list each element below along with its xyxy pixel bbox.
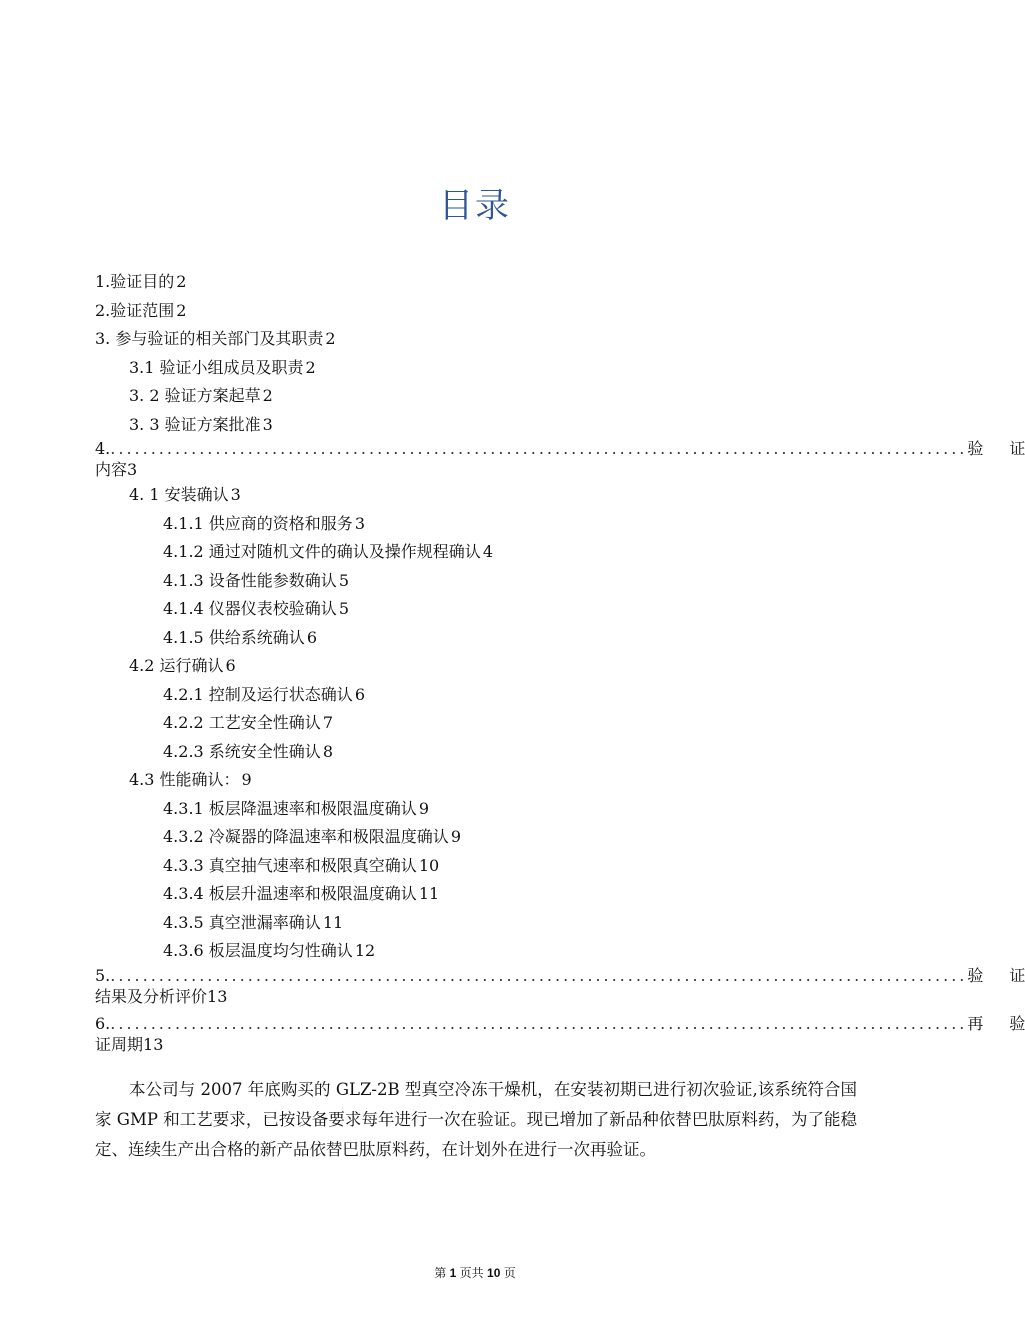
dot-leader: .......................................................................................................... (110, 1013, 968, 1033)
toc-entry-label-part: 证周期 (95, 1034, 144, 1054)
toc-entry-label: 1.验证目的 (95, 272, 175, 291)
toc-page-number: 3 (262, 414, 273, 434)
toc-page-number: 13 (207, 986, 228, 1006)
total-page-number: 10 (487, 1266, 501, 1280)
toc-page-number: 11 (418, 884, 440, 903)
toc-entry-label: 4.2.1 控制及运行状态确认 (163, 684, 353, 704)
toc-page-number: 5 (338, 599, 349, 618)
toc-entry-label: 4. 1 安装确认 (129, 485, 229, 504)
toc-entry[interactable] (95, 766, 857, 795)
toc-entry-dotted[interactable] (95, 1013, 1025, 1056)
toc-entry-label: 4.2.2 工艺安全性确认 (163, 713, 321, 732)
toc-entry-label: 4.1.3 设备性能参数确认 (163, 570, 337, 590)
toc-entry[interactable] (95, 411, 857, 440)
toc-entry[interactable] (95, 354, 857, 383)
toc-entry-label: 4.3.4 板层升温速率和极限温度确认 (163, 884, 417, 903)
toc-entry-label: 4.1.2 通过对随机文件的确认及操作规程确认 (163, 542, 481, 561)
toc-entry[interactable] (95, 481, 857, 510)
footer-text: 页 (503, 1266, 516, 1280)
toc-entry[interactable] (95, 823, 857, 852)
toc-page-number: 12 (354, 941, 376, 960)
current-page-number: 1 (449, 1266, 457, 1280)
toc-entry-label: 3. 参与验证的相关部门及其职责 (95, 329, 324, 348)
toc-entry-label-part: 证 (1009, 439, 1025, 458)
toc-entry[interactable] (95, 681, 857, 710)
toc-entry[interactable] (95, 538, 857, 567)
toc-entry[interactable] (95, 652, 857, 681)
page-title: 目录 (439, 186, 511, 226)
toc-entry-label: 3.1 验证小组成员及职责 (129, 357, 304, 377)
toc-entry[interactable] (95, 325, 857, 354)
toc-page-number: 4 (482, 542, 493, 561)
toc-entry[interactable] (95, 624, 857, 653)
toc-entry-number: 4. (95, 439, 111, 458)
toc-page-number: 6 (306, 627, 317, 647)
toc-entry[interactable] (95, 382, 857, 411)
dot-leader: .......................................................................................................... (110, 965, 968, 985)
toc-page-number: 9 (241, 770, 252, 789)
toc-entry[interactable] (95, 880, 857, 909)
toc-entry-label: 4.1.1 供应商的资格和服务 (163, 513, 353, 533)
toc-entry[interactable] (95, 595, 857, 624)
toc-entry-number: 5. (95, 965, 111, 985)
toc-entry-label: 4.3.5 真空泄漏率确认 (163, 912, 321, 932)
toc-page-number: 6 (225, 656, 236, 675)
toc-entry[interactable] (95, 268, 857, 297)
toc-entry-dotted[interactable] (95, 965, 1025, 1008)
toc-page-number: 5 (338, 570, 349, 590)
toc-page-number: 2 (325, 329, 336, 348)
toc-page-number: 7 (322, 713, 333, 732)
toc-entry-label-part: 证 (1009, 965, 1025, 985)
toc-entry-label-part: 结果及分析评价 (95, 986, 208, 1006)
toc-page-number: 2 (176, 300, 187, 320)
toc-page-number: 3 (354, 513, 365, 533)
toc-entry[interactable] (95, 909, 857, 938)
toc-entry-label-part: 验 (967, 965, 984, 985)
toc-page-number: 2 (176, 272, 187, 291)
toc-entry-label: 4.2 运行确认 (129, 656, 224, 675)
toc-entry-label: 4.3.2 冷凝器的降温速率和极限温度确认 (163, 827, 449, 846)
toc-page-number: 6 (354, 684, 365, 704)
toc-page-number: 8 (322, 741, 333, 761)
toc-page-number: 9 (418, 798, 429, 818)
toc-entry-number: 6. (95, 1013, 111, 1033)
toc-entry-label: 4.1.4 仪器仪表校验确认 (163, 599, 337, 618)
toc-entry[interactable] (95, 510, 857, 539)
toc-entry-label: 4.3.3 真空抽气速率和极限真空确认 (163, 855, 417, 875)
toc-entry-label: 2.验证范围 (95, 300, 175, 320)
toc-page-number: 2 (305, 357, 316, 377)
body-paragraph (95, 1075, 857, 1165)
paragraph-text: 本公司与 2007 年底购买的 GLZ-2B 型真空冷冻干燥机，在安装初期已进行初次验证,该系统符合国家 GMP 和工艺要求，已按设备要求每年进行一次在验证。现已增加了新品种依替巴肽原料药，为了能稳定、连续生产出合格的新产品依替巴肽原料药，在计划外在进行一次再验证。 (95, 1080, 857, 1159)
toc-entry[interactable] (95, 567, 857, 596)
footer-text: 页共 (459, 1266, 484, 1280)
toc-entry[interactable] (95, 738, 857, 767)
toc-page-number: 11 (322, 912, 344, 932)
toc-entry-label: 4.1.5 供给系统确认 (163, 627, 305, 647)
toc-page-number: 10 (418, 855, 440, 875)
toc-entry-label-part: 验 (1009, 1013, 1025, 1033)
toc-entry[interactable] (95, 937, 857, 966)
toc-entry[interactable] (95, 709, 857, 738)
dot-leader: .......................................................................................................... (110, 439, 968, 458)
toc-entry-label: 4.3 性能确认： (129, 770, 240, 789)
toc-entry[interactable] (95, 795, 857, 824)
toc-entry[interactable] (95, 852, 857, 881)
toc-entry-label: 3. 3 验证方案批准 (129, 414, 261, 434)
toc-page-number: 9 (450, 827, 461, 846)
toc-entry[interactable] (95, 297, 857, 326)
toc-entry-label: 4.3.6 板层温度均匀性确认 (163, 941, 353, 960)
page-footer (0, 1264, 950, 1281)
toc-entry-label-part: 内容 (95, 460, 128, 479)
toc-page-number: 3 (230, 485, 241, 504)
toc-page-number: 3 (127, 460, 138, 479)
toc-entry-label: 4.2.3 系统安全性确认 (163, 741, 321, 761)
toc-entry-label: 4.3.1 板层降温速率和极限温度确认 (163, 798, 417, 818)
toc-page-number: 2 (262, 386, 273, 405)
toc-entry-label-part: 验 (967, 439, 984, 458)
table-of-contents (95, 268, 1025, 1056)
toc-entry-dotted[interactable] (95, 439, 1025, 481)
toc-entry-label: 3. 2 验证方案起草 (129, 386, 261, 405)
toc-page-number: 13 (143, 1034, 164, 1054)
toc-entry-label-part: 再 (967, 1013, 984, 1033)
footer-text: 第 (434, 1266, 447, 1280)
